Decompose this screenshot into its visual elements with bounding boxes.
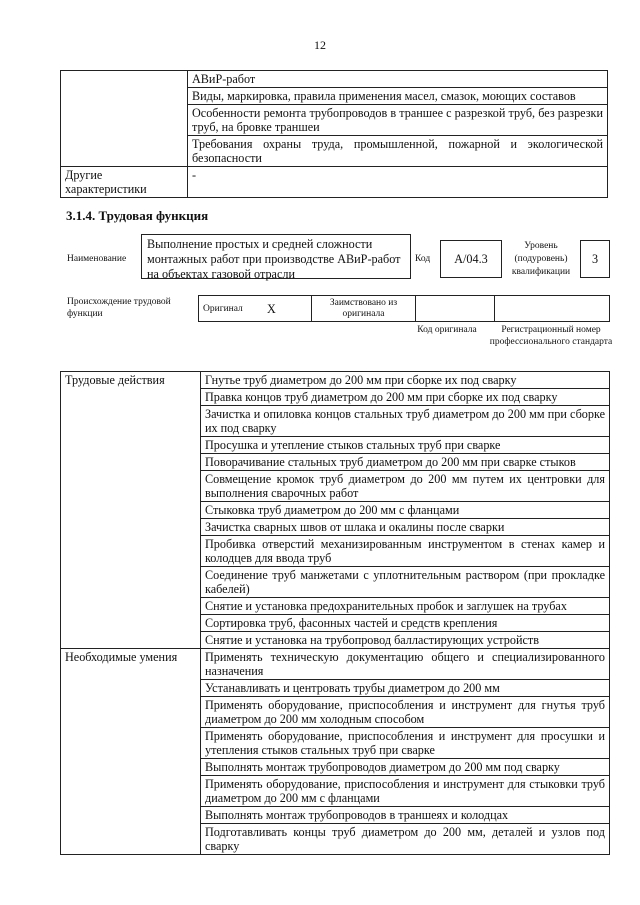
- labor-actions-item: Снятие и установка на трубопровод балластирующих устройств: [201, 632, 610, 649]
- other-characteristics-value: -: [188, 167, 608, 198]
- knowledge-table: [60, 70, 608, 198]
- skills-item: Устанавливать и центровать трубы диаметром до 200 мм: [201, 680, 610, 697]
- level-value: 3: [580, 240, 610, 278]
- table-row: [61, 649, 610, 680]
- knowledge-item: Особенности ремонта трубопроводов в траншее с разрезкой труб, без разрезки труб, на бровке траншеи: [188, 105, 608, 136]
- table-row: [61, 71, 608, 88]
- labor-actions-label: Трудовые действия: [61, 372, 201, 649]
- table-row: [61, 167, 608, 198]
- section-title: 3.1.4. Трудовая функция: [66, 208, 209, 223]
- original-code-cell: [416, 296, 495, 322]
- skills-item: Применять оборудование, приспособления и инструмент для гнутья труб диаметром до 200 мм холодным способом: [201, 697, 610, 728]
- skills-item: Применять оборудование, приспособления и инструмент для просушки и утепления стыков стальных труб при сварке: [201, 728, 610, 759]
- origin-label: Происхождение трудовой функции: [67, 297, 171, 319]
- knowledge-item: АВиР-работ: [188, 71, 608, 88]
- labor-actions-item: Соединение труб манжетами с уплотнительным раствором (при прокладке кабелей): [201, 567, 610, 598]
- labor-actions-item: Гнутье труб диаметром до 200 мм при сборке их под сварку: [201, 372, 610, 389]
- page-number: 12: [314, 38, 326, 52]
- name-label: Наименование: [67, 254, 127, 264]
- skills-item: Применять техническую документацию общего и специализированного назначения: [201, 649, 610, 680]
- skills-item: Выполнять монтаж трубопроводов в траншеях и колодцах: [201, 807, 610, 824]
- labor-actions-item: Снятие и установка предохранительных пробок и заглушек на трубах: [201, 598, 610, 615]
- function-name: Выполнение простых и средней сложности монтажных работ при производстве АВиР-работ на объектах газовой отрасли: [141, 234, 411, 279]
- labor-actions-item: Стыковка труб диаметром до 200 мм с фланцами: [201, 502, 610, 519]
- code-label: Код: [415, 254, 431, 264]
- labor-actions-item: Зачистка сварных швов от шлака и окалины после сварки: [201, 519, 610, 536]
- registration-caption: Регистрационный номер профессионального стандарта: [489, 325, 613, 347]
- skills-item: Подготавливать концы труб диаметром до 200 мм, деталей и узлов под сварку: [201, 824, 610, 855]
- labor-actions-item: Совмещение кромок труб диаметром до 200 мм путем их центровки для выполнения сварочных работ: [201, 471, 610, 502]
- original-code-caption: Код оригинала: [417, 325, 477, 335]
- labor-actions-item: Зачистка и опиловка концов стальных труб диаметром до 200 мм при сборке их под сварку: [201, 406, 610, 437]
- level-label: Уровень (подуровень) квалификации: [511, 241, 571, 277]
- original-label: Оригинал: [199, 296, 268, 322]
- actions-skills-table: [60, 371, 610, 855]
- knowledge-item: Требования охраны труда, промышленной, пожарной и экологической безопасности: [188, 136, 608, 167]
- registration-number-cell: [495, 296, 610, 322]
- labor-actions-item: Пробивка отверстий механизированным инструментом в стенах камер и колодцев для ввода труб: [201, 536, 610, 567]
- skills-label: Необходимые умения: [61, 649, 201, 855]
- origin-table: [198, 295, 610, 322]
- knowledge-label-cell: [61, 71, 188, 167]
- labor-actions-item: Просушка и утепление стыков стальных труб при сварке: [201, 437, 610, 454]
- borrowed-label: Заимствовано из оригинала: [312, 296, 416, 322]
- skills-item: Применять оборудование, приспособления и инструмент для стыковки труб диаметром до 200 мм с фланцами: [201, 776, 610, 807]
- function-code: А/04.3: [440, 240, 502, 278]
- labor-actions-item: Поворачивание стальных труб диаметром до 200 мм при сварке стыков: [201, 454, 610, 471]
- labor-actions-item: Правка концов труб диаметром до 200 мм при сборке их под сварку: [201, 389, 610, 406]
- other-characteristics-label: Другие характеристики: [61, 167, 188, 198]
- labor-actions-item: Сортировка труб, фасонных частей и средств крепления: [201, 615, 610, 632]
- table-row: [61, 372, 610, 389]
- original-mark: X: [267, 296, 312, 322]
- knowledge-item: Виды, маркировка, правила применения масел, смазок, моющих составов: [188, 88, 608, 105]
- skills-item: Выполнять монтаж трубопроводов диаметром до 200 мм под сварку: [201, 759, 610, 776]
